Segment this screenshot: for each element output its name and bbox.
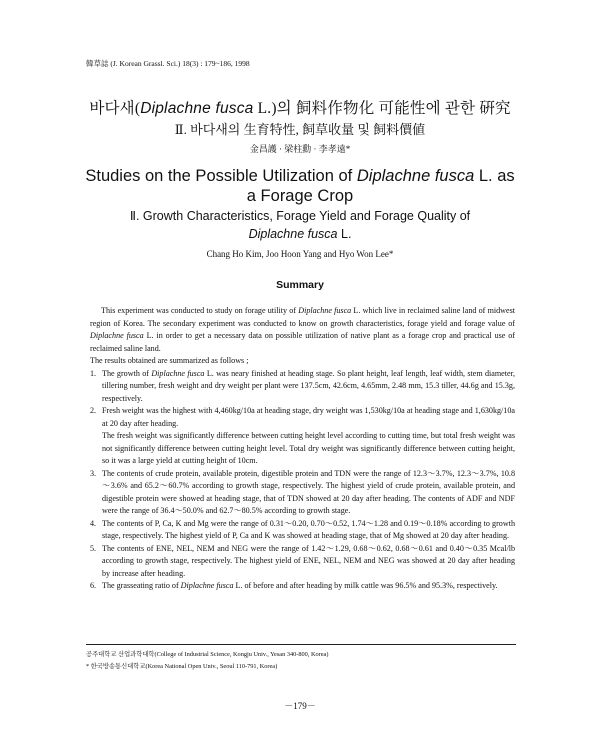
summary-item-2-continued: The fresh weight was significantly difference between cutting height level according to cutting time, but total fresh weight was not significantly difference between cutting height level. Total dry weight was significantly difference between cutting height, so it was a large yield at cutting height of 10cm.	[102, 431, 515, 465]
item-number: 1.	[90, 368, 97, 378]
intro-text-c: L. in order to get a necessary data on possible utilization of native plant as a forage crop and practical use of reclaimed saline land.	[90, 331, 515, 353]
english-subtitle-suffix: L.	[337, 227, 352, 241]
item-text: The contents of P, Ca, K and Mg were the range of 0.31～0.20, 0.70～0.52, 1.74～1.28 and 0.19～0.18% according to growth stage, respectively. The highest yield of P, Ca and K was showed at heading stage, that of Mg showed at 20 day after heading.	[102, 518, 515, 540]
intro-text-b: L. which live in reclaimed saline land of midwest region of Korea. The secondary experiment was conducted to know on growth characteristics, forage yield and forage value of	[90, 306, 515, 328]
korean-title	[0, 96, 600, 118]
korean-title-species: Diplachne fusca	[140, 100, 254, 117]
item-text: The growth of Diplachne fusca L. was neary finished at heading stage. So plant height, leaf length, leaf width, stem diameter, tillering number, fresh weight and dry weight per plant were 137.5cm, 42.6cm, 4.65mm, 2.48 mm, 15.3 tiller, 44.6g and 15.3g, respectively.	[102, 368, 516, 403]
summary-item-4	[90, 518, 515, 543]
item-number: 5.	[90, 543, 97, 553]
page-number: －179－	[284, 701, 316, 711]
item-text: The contents of ENE, NEL, NEM and NEG were the range of 1.42～1.29, 0.68～0.62, 0.68～0.61 and 0.40～0.35 Mcal/lb according to growth stage, respectively. The highest yield of ENE, NEL, NEM and NEG was showed at 20 day after heading by increase after heading.	[102, 543, 515, 578]
english-title-line2: a Forage Crop	[246, 187, 354, 205]
korean-header	[0, 96, 600, 155]
intro-species: Diplachne fusca	[298, 306, 352, 315]
english-title	[0, 166, 600, 206]
english-subtitle-species: Diplachne fusca	[248, 227, 338, 241]
summary-intro	[90, 305, 515, 355]
summary-item-3	[90, 468, 515, 518]
summary-body	[90, 305, 515, 593]
intro-species-2: Diplachne fusca	[90, 331, 144, 340]
summary-item-1	[90, 368, 515, 406]
english-subtitle	[0, 207, 600, 243]
summary-item-5	[90, 543, 515, 581]
item-number: 2.	[90, 406, 97, 415]
journal-reference: 韓草誌 (J. Korean Grassl. Sci.) 18(3) : 179~186, 1998	[86, 59, 250, 68]
item-text: The contents of crude protein, available protein, digestible protein and TDN were the range of 12.3～3.7%, 12.3～3.7%, 10.8～3.6% and 65.2～60.7% according to growth stage, respectively. The highest yield of crude protein, available protein, and digestible protein were showed at heading stage, that of TDN showed at 20 day after heading. The contents of ADF and NDF were the range of 36.4～50.0% and 62.7～80.5% according to growth stage.	[102, 468, 515, 515]
english-title-species: Diplachne fusca	[356, 167, 475, 185]
english-subtitle-line1: Ⅱ. Growth Characteristics, Forage Yield and Forage Quality of	[129, 209, 471, 223]
korean-subtitle: Ⅱ. 바다새의 生育特性, 飼草收量 및 飼料價値	[174, 122, 426, 137]
english-title-prefix: Studies on the Possible Utilization of	[85, 167, 357, 185]
korean-title-prefix: 바다새(	[89, 100, 141, 117]
footnote-affiliation-2: * 한국방송통신대학교(Korea National Open Univ., Seoul 110-791, Korea)	[86, 662, 278, 670]
item-number: 3.	[90, 468, 97, 478]
item-number: 6.	[90, 581, 97, 590]
korean-authors: 金昌護 · 梁柱勳 · 李孝遠*	[249, 144, 351, 154]
item-text: The grasseating ratio of Diplachne fusca L. of before and after heading by milk cattle was 96.5% and 95.3%, respectively.	[102, 581, 498, 590]
footnote-affiliation-1: 공주대학교 산업과학대학(College of Industrial Science, Kongju Univ., Yesan 340-800, Korea)	[86, 651, 329, 658]
item-text: Fresh weight was the highest with 4,460kg/10a at heading stage, dry weight was 1,530kg/10a at heading stage and 1,630kg/10a at 20 day after heading.	[102, 406, 515, 428]
english-header	[0, 166, 600, 259]
item-number: 4.	[90, 518, 97, 528]
footnote-divider	[86, 644, 516, 645]
results-line: The results obtained are summarized as follows ;	[90, 356, 249, 365]
summary-item-6	[90, 580, 515, 593]
intro-text-a: This experiment was conducted to study on forage utility of	[101, 306, 299, 315]
footnotes	[86, 649, 328, 672]
korean-title-suffix: L.)의 飼料作物化 可能性에 관한 硏究	[253, 100, 511, 117]
summary-item-2	[90, 405, 515, 430]
english-authors: Chang Ho Kim, Joo Hoon Yang and Hyo Won Lee*	[206, 249, 394, 259]
english-title-suffix: L. as	[474, 167, 515, 185]
summary-heading: Summary	[276, 279, 324, 291]
